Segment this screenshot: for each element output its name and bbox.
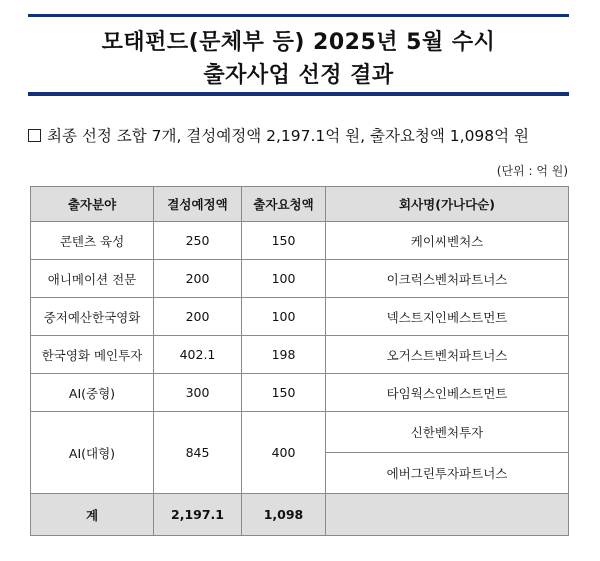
cell-fund-size: 402.1 (154, 336, 242, 374)
total-label: 계 (31, 494, 154, 536)
table-total-row (31, 494, 569, 536)
table-row (31, 222, 569, 260)
cell-fund-size: 200 (154, 260, 242, 298)
cell-company: 에버그린투자파트너스 (326, 453, 569, 494)
table-header-row (31, 187, 569, 222)
total-company (326, 494, 569, 536)
cell-field: AI(대형) (31, 412, 154, 494)
table-row (31, 374, 569, 412)
header-request: 출자요청액 (242, 187, 326, 222)
cell-company: 넥스트지인베스트먼트 (326, 298, 569, 336)
checkbox-square-icon (28, 129, 41, 142)
cell-fund-size: 845 (154, 412, 242, 494)
cell-field: 콘텐츠 육성 (31, 222, 154, 260)
table-row (31, 260, 569, 298)
cell-request: 100 (242, 260, 326, 298)
cell-fund-size: 300 (154, 374, 242, 412)
cell-request: 150 (242, 222, 326, 260)
table-row (31, 336, 569, 374)
summary-line (28, 124, 573, 146)
selection-results-table (30, 186, 569, 536)
cell-request: 150 (242, 374, 326, 412)
cell-fund-size: 250 (154, 222, 242, 260)
cell-request: 198 (242, 336, 326, 374)
header-fund-size: 결성예정액 (154, 187, 242, 222)
header-field: 출자분야 (31, 187, 154, 222)
header-company: 회사명(가나다순) (326, 187, 569, 222)
cell-fund-size: 200 (154, 298, 242, 336)
cell-request: 400 (242, 412, 326, 494)
cell-company: 신한벤처투자 (326, 412, 569, 453)
summary-text: 최종 선정 조합 7개, 결성예정액 2,197.1억 원, 출자요청액 1,098억 원 (47, 127, 530, 145)
total-request: 1,098 (242, 494, 326, 536)
cell-field: 한국영화 메인투자 (31, 336, 154, 374)
title-bottom-rule (28, 92, 569, 96)
unit-note: (단위 : 억 원) (496, 164, 568, 178)
cell-field: AI(중형) (31, 374, 154, 412)
cell-field: 애니메이션 전문 (31, 260, 154, 298)
cell-company: 이크럭스벤처파트너스 (326, 260, 569, 298)
total-fund-size: 2,197.1 (154, 494, 242, 536)
title-top-rule (28, 14, 569, 17)
cell-company: 오거스트벤처파트너스 (326, 336, 569, 374)
cell-field: 중저예산한국영화 (31, 298, 154, 336)
page-title-line1: 모태펀드(문체부 등) 2025년 5월 수시 (101, 30, 496, 55)
table-row (31, 298, 569, 336)
cell-company: 타임웍스인베스트먼트 (326, 374, 569, 412)
cell-request: 100 (242, 298, 326, 336)
table-row (31, 412, 569, 453)
page-title-line2: 출자사업 선정 결과 (203, 63, 394, 88)
title-box (28, 14, 569, 96)
cell-company: 케이씨벤처스 (326, 222, 569, 260)
